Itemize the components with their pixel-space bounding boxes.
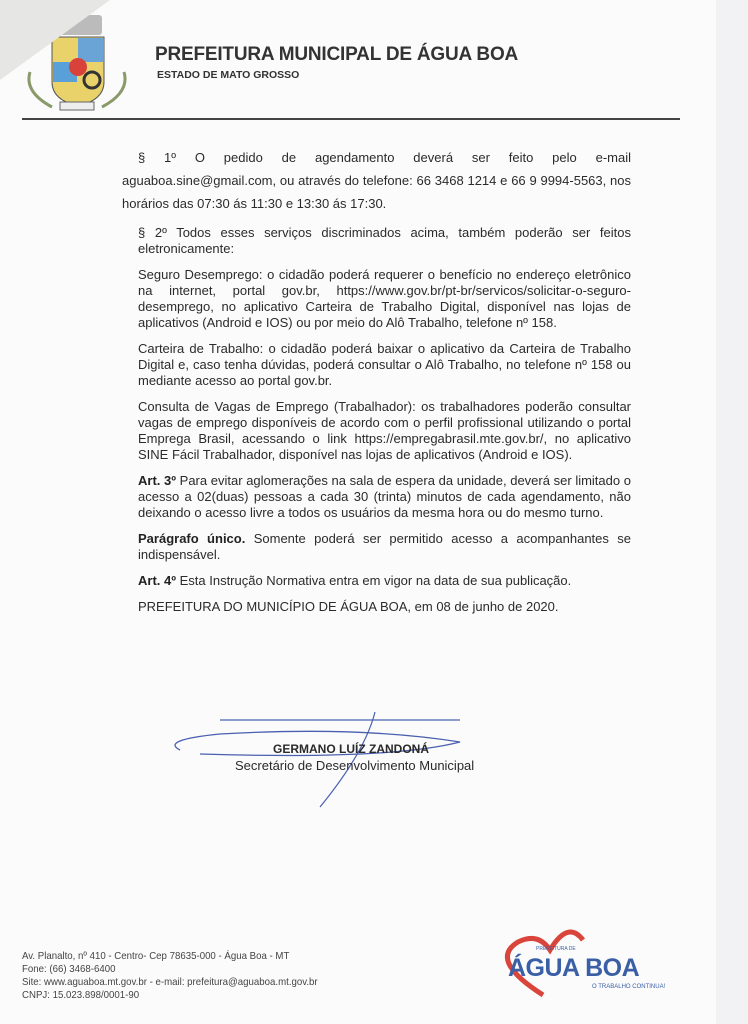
article-3-label: Art. 3º <box>138 473 177 488</box>
logo-slogan: O TRABALHO CONTINUA! <box>592 984 666 990</box>
article-4 <box>138 573 631 589</box>
folded-corner <box>0 0 110 80</box>
footer-phone: Fone: (66) 3468-6400 <box>22 963 116 975</box>
article-4-label: Art. 4º <box>138 573 176 588</box>
header-divider <box>22 118 680 120</box>
agua-boa-logo <box>488 920 678 1000</box>
document-body <box>122 146 631 625</box>
article-3 <box>138 473 631 521</box>
signatory-name: GERMANO LUÍZ ZANDONÁ <box>273 742 429 756</box>
article-4-text: Esta Instrução Normativa entra em vigor na data de sua publicação. <box>175 573 572 588</box>
paragraph-consulta-vagas: Consulta de Vagas de Emprego (Trabalhador): os trabalhadores poderão consultar vagas de emprego disponíveis de acordo com o perfil profissional utilizando o portal Emprega Brasil, acessando o link https://empregabrasil.mte.gov.br/, no aplicativo SINE Fácil Trabalhador, disponível nas lojas de aplicativos (Android e IOS). <box>138 399 631 462</box>
paragraph-seguro-desemprego: Seguro Desemprego: o cidadão poderá requerer o benefício no endereço eletrônico na internet, portal gov.br, https://www.gov.br/pt-br/servicos/solicitar-o-seguro-desemprego, no aplicativo Carteira de Trabalho Digital, disponível nas lojas de aplicativos (Android e IOS) ou por meio do Alô Trabalho, telefone nº 158. <box>138 267 631 330</box>
footer-site: Site: www.aguaboa.mt.gov.br - e-mail: prefeitura@aguaboa.mt.gov.br <box>22 976 318 988</box>
logo-name: ÁGUA BOA <box>508 954 640 982</box>
paragraph-carteira-trabalho: Carteira de Trabalho: o cidadão poderá baixar o aplicativo da Carteira de Trabalho Digital e, caso tenha dúvidas, poderá consultar o Alô Trabalho, no telefone nº 158 ou mediante acesso ao portal gov.br. <box>138 341 631 388</box>
paragrafo-unico-label: Parágrafo único. <box>138 531 246 546</box>
signatory-role: Secretário de Desenvolvimento Municipal <box>235 758 475 773</box>
footer-address: Av. Planalto, nº 410 - Centro- Cep 78635-000 - Água Boa - MT <box>22 950 290 962</box>
footer-contact <box>22 950 318 1002</box>
closing-line: PREFEITURA DO MUNICÍPIO DE ÁGUA BOA, em 08 de junho de 2020. <box>138 599 559 614</box>
paragrafo-unico <box>138 531 631 563</box>
header-subtitle: ESTADO DE MATO GROSSO <box>157 69 300 81</box>
logo-prefix: PREFEITURA DE <box>536 946 576 952</box>
header-title: PREFEITURA MUNICIPAL DE ÁGUA BOA <box>155 44 519 65</box>
paragrafo-unico-text: Somente poderá ser permitido acesso a acompanhantes se indispensável. <box>138 531 632 562</box>
paragraph-1: § 1º O pedido de agendamento deverá ser feito pelo e-mail aguaboa.sine@gmail.com, ou através do telefone: 66 3468 1214 e 66 9 9994-5563, nos horários das 07:30 ás 11:30 e 13:30 ás 17:30. <box>122 150 631 211</box>
article-3-text: Para evitar aglomerações na sala de espera da unidade, deverá ser limitado o acesso a 02(duas) pessoas a cada 30 (trinta) minutos de cada agendamento, não deixando o acesso livre a todos os usuários da mesma hora ou do mesmo turno. <box>138 473 631 520</box>
footer-cnpj: CNPJ: 15.023.898/0001-90 <box>22 989 140 1001</box>
paragraph-2: § 2º Todos esses serviços discriminados acima, também poderão ser feitos eletronicamente: <box>138 225 631 256</box>
